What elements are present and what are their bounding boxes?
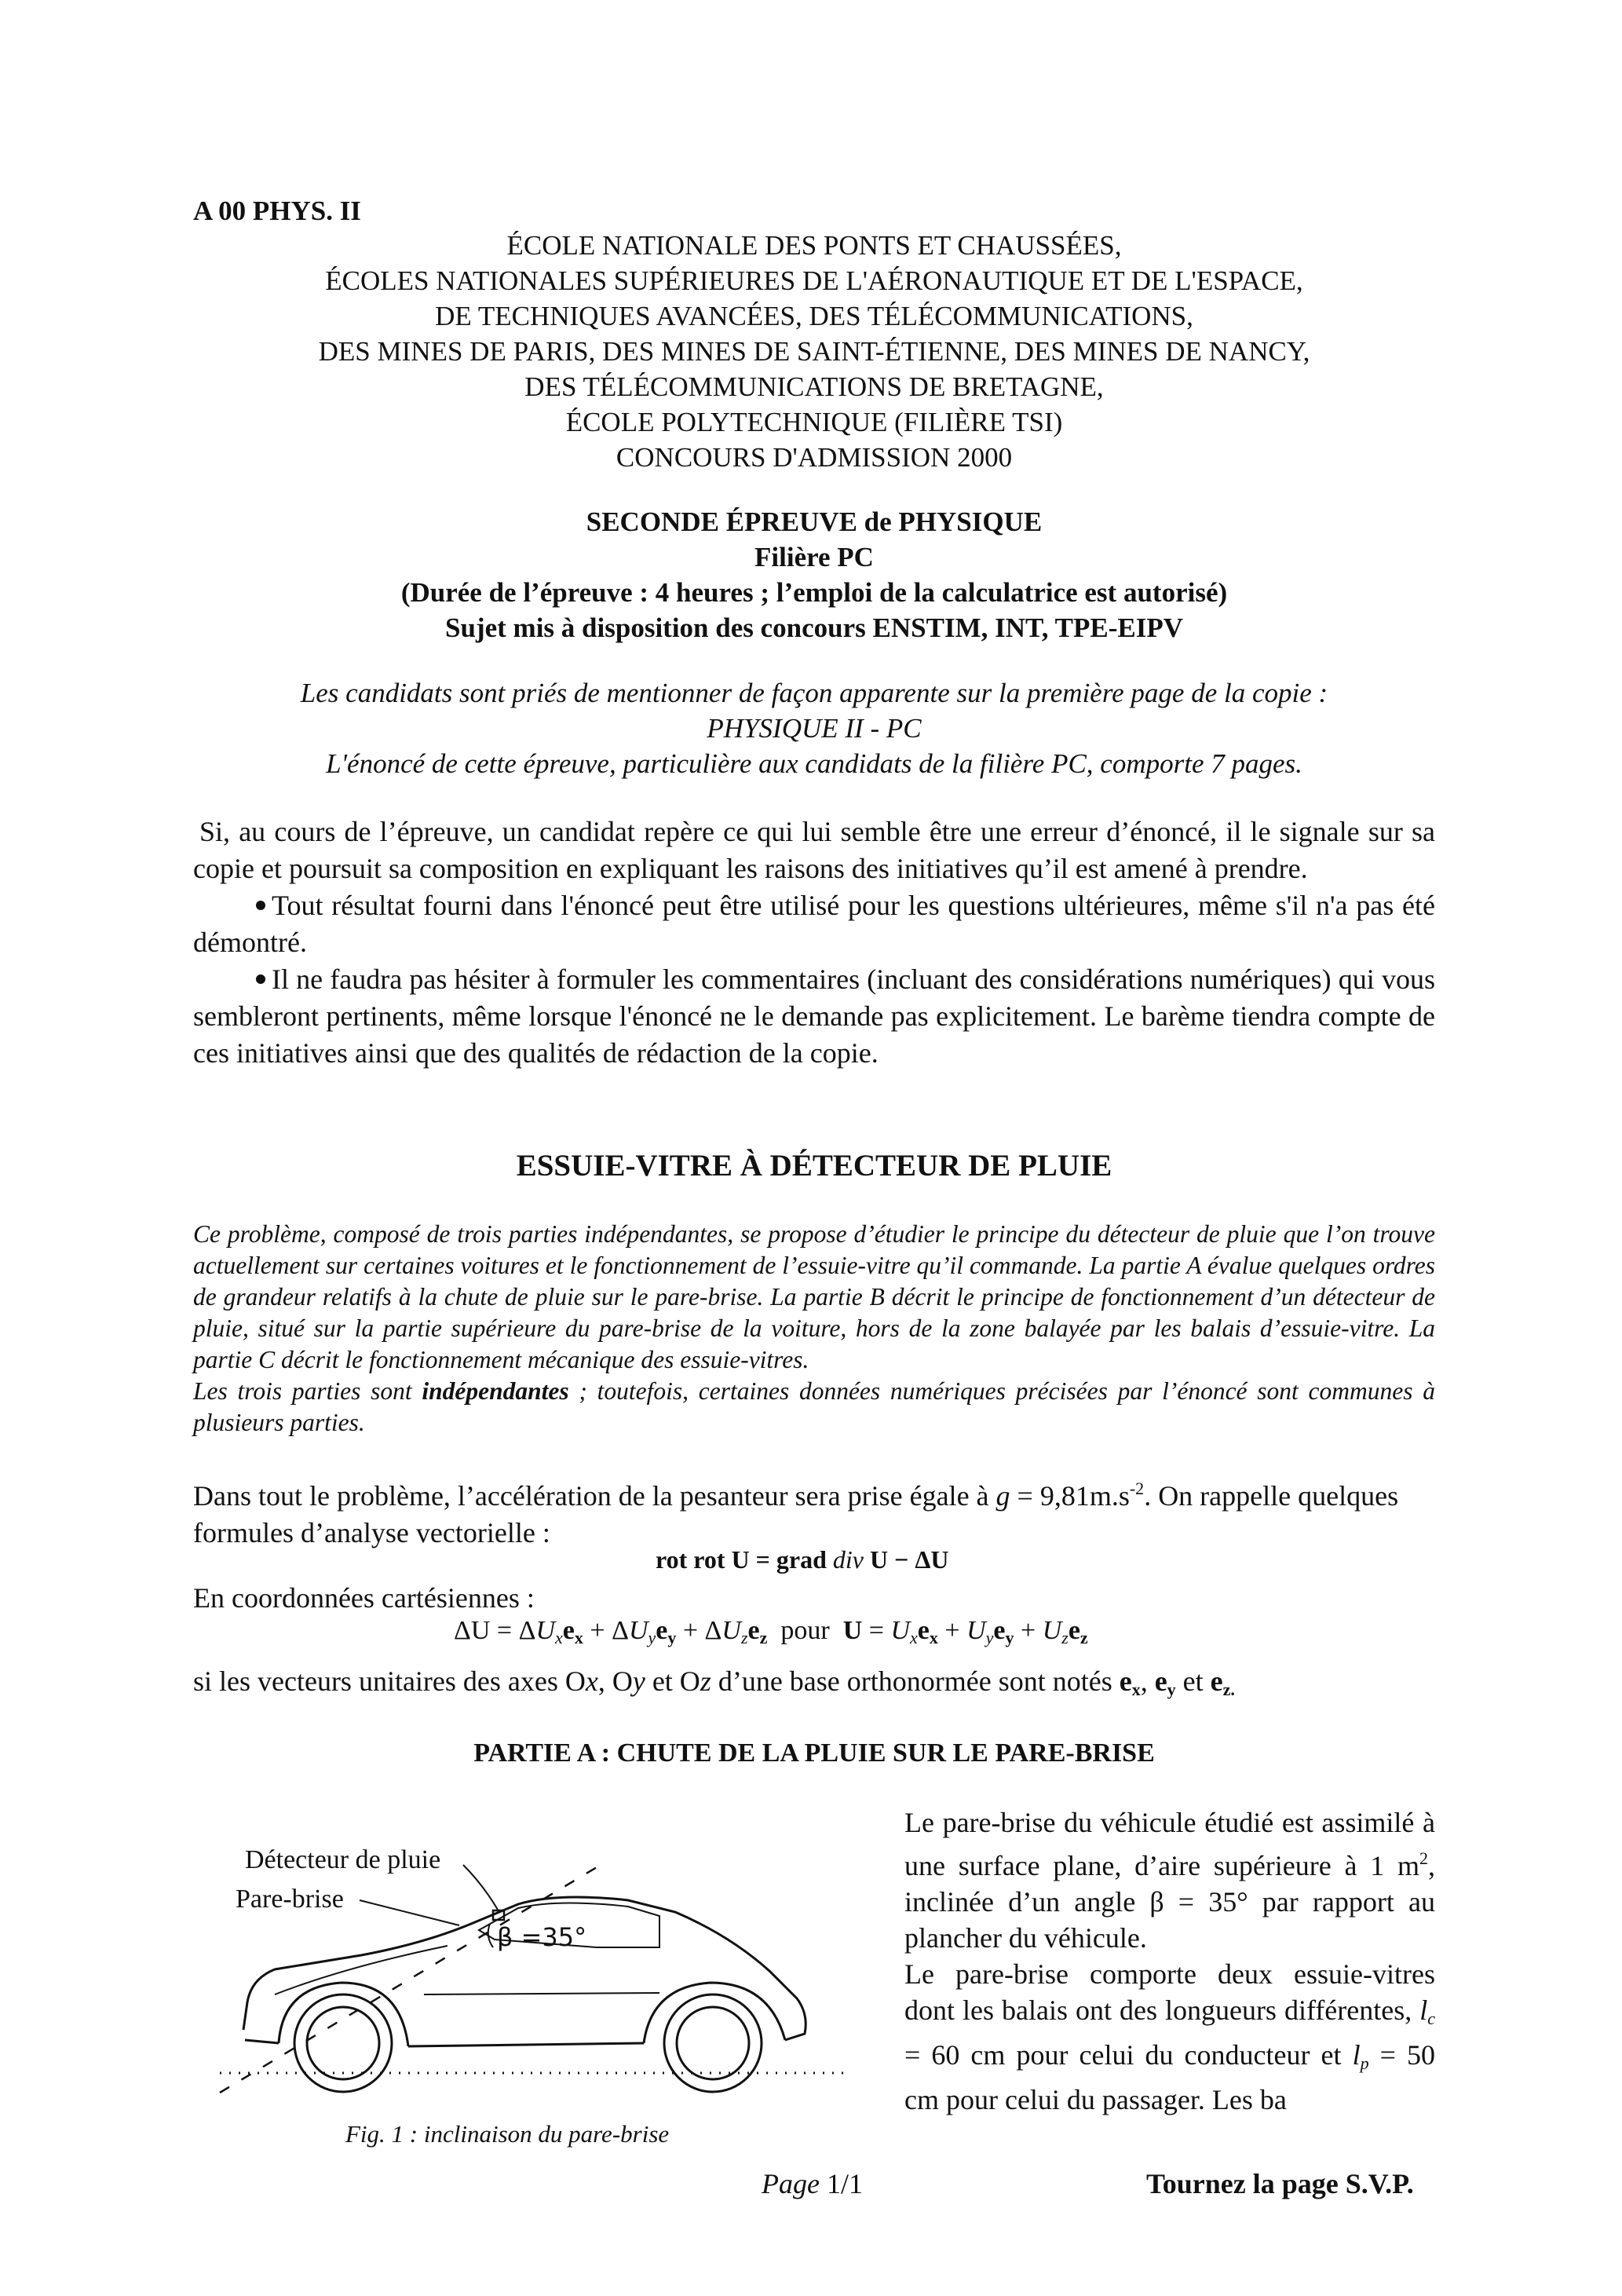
notice-line: PHYSIQUE II - PC [707,713,922,744]
part-a-paragraph [904,1804,1435,1956]
part-a-text [904,1804,1435,2118]
cartesian-label: En coordonnées cartésiennes : [193,1582,535,1614]
figure-caption: Fig. 1 : inclinaison du pare-brise [345,2120,670,2148]
part-a-span: , inclinée d’un angle β = 35° par rapport au plancher du véhicule. [904,1850,1435,1954]
units-text: et [1175,1665,1211,1697]
label-windshield: Pare-brise [236,1885,344,1914]
problem-intro [193,1219,1435,1439]
units-text: et O [645,1665,700,1697]
subscript: c [1427,2009,1435,2028]
hood-line [275,1946,448,1994]
label-angle: β =35° [497,1922,587,1952]
formula-part: div [832,1545,864,1574]
exam-reference: A 00 PHYS. II [193,196,361,226]
part-a-span: = 50 cm pour celui du passager. Les ba [904,2039,1436,2115]
gravity-symbol: g [995,1480,1010,1512]
unit-vector: e [1119,1665,1132,1697]
axis-symbol: z [700,1665,711,1697]
front-bumper [245,2040,279,2043]
car-body-outline [243,1897,806,2040]
windshield-leader [360,1900,459,1925]
school-line: CONCOURS D'ADMISSION 2000 [616,442,1013,473]
door-line [424,1993,659,1994]
subscript: p [1360,2053,1369,2073]
instruction-paragraph: Si, au cours de l’épreuve, un candidat repère ce qui lui semble être une erreur d’énoncé, il le signale sur sa copie et poursuit sa composition en expliquant les raisons des initiatives qu’il est amené à prendre. [193,816,1435,884]
intro-paragraph-2 [193,1376,1435,1439]
axis-symbol: y [632,1665,645,1697]
general-text: . On rappelle quelques formules d’analyse vectorielle : [193,1480,1399,1548]
formula-part: U − ΔU [864,1545,949,1574]
bullet-text: Tout résultat fourni dans l'énoncé peut être utilisé pour les questions ultérieures, même s'il n'a pas été démontré. [193,890,1435,958]
general-text: = 9,81m.s [1010,1480,1130,1512]
unit-vector: e [1154,1665,1167,1697]
exponent: 2 [1419,1848,1428,1868]
school-line: ÉCOLE NATIONALE DES PONTS ET CHAUSSÉES, [506,230,1122,261]
problem-title: ESSUIE-VITRE À DÉTECTEUR DE PLUIE [516,1149,1112,1183]
notice-line: L'énoncé de cette épreuve, particulière aux candidats de la filière PC, comporte 7 pages. [326,748,1302,779]
car-drawing [188,1837,864,2104]
page-number [762,2167,863,2200]
length-symbol: l [1419,1994,1428,2026]
instructions [193,813,1435,1072]
label-detector: Détecteur de pluie [245,1845,441,1874]
school-line: ÉCOLE POLYTECHNIQUE (FILIÈRE TSI) [565,407,1063,437]
page-count: 1/1 [826,2168,863,2199]
front-wheel [294,1994,392,2092]
part-a-paragraph [904,1956,1435,2118]
exam-provided-by: Sujet mis à disposition des concours ENSTIM, INT, TPE-EIPV [445,612,1183,643]
part-a-span: Le pare-brise du véhicule étudié est assimilé à une surface plane, d’aire supérieure à 1 m [904,1807,1435,1881]
bullet-icon [256,901,265,910]
part-a-title: PARTIE A : CHUTE DE LA PLUIE SUR LE PARE-BRISE [473,1738,1155,1768]
part-a-span: = 60 cm pour celui du conducteur et [904,2039,1353,2071]
instruction-bullet [193,887,1435,961]
units-text: , O [597,1665,633,1697]
car-figure [188,1837,864,2104]
car-sill [408,2043,644,2046]
exponent: -2 [1129,1479,1145,1498]
bullet-icon [256,974,265,984]
part-a-span: Le pare-brise comporte deux essuie-vitres dont les balais ont des longueurs différentes, [904,1958,1435,2026]
exam-duration: (Durée de l’épreuve : 4 heures ; l’emploi de la calculatrice est autorisé) [400,577,1228,608]
notice-line: Les candidats sont priés de mentionner de façon apparente sur la première page de la copie : [300,678,1328,708]
school-line: DES TÉLÉCOMMUNICATIONS DE BRETAGNE, [524,371,1104,402]
school-list [193,228,1435,475]
exam-title-block [193,504,1435,645]
rear-wheel [664,1994,762,2092]
page-word: Page [762,2168,820,2199]
intro-paragraph: Ce problème, composé de trois parties indépendantes, se propose d’étudier le principe du détecteur de pluie que l’on trouve actuellement sur certaines voitures et le fonctionnement de l’essuie-vitre qu’il commande. La partie A évalue quelques ordres de grandeur relatifs à la chute de pluie sur le pare-brise. La partie B décrit le principe de fonctionnement d’un détecteur de pluie, situé sur la partie supérieure du pare-brise de la voiture, hors de la zone balayée par les balais d’essuie-vitre. La partie C décrit le fonctionnement mécanique des essuie-vitres. [193,1220,1435,1373]
candidate-notice [193,675,1435,781]
school-line: DES MINES DE PARIS, DES MINES DE SAINT-ÉTIENNE, DES MINES DE NANCY, [318,336,1310,367]
school-line: ÉCOLES NATIONALES SUPÉRIEURES DE L'AÉRONAUTIQUE ET DE L'ESPACE, [325,265,1303,296]
exam-filiere: Filière PC [754,542,874,572]
school-line: DE TECHNIQUES AVANCÉES, DES TÉLÉCOMMUNICATIONS, [435,301,1193,331]
front-wheel-inner [307,2007,379,2079]
axis-symbol: x [585,1665,598,1697]
general-statement [193,1470,1435,1552]
intro-text: Les trois parties sont [193,1377,422,1405]
turn-page-note: Tournez la page S.V.P. [1146,2168,1414,2199]
formula-laplacian: $\Delta U = \Delta U_xe_x + \Delta U_ye_y + \Delta U_ze_z$ pour $U = U_xe_x + U_ye_y + U_ze_z$ [454,1616,1088,1647]
exam-title: SECONDE ÉPREUVE de PHYSIQUE [586,506,1043,537]
length-symbol: l [1352,2039,1361,2071]
angle-arc [488,1924,493,1947]
unit-vectors-sentence: si les vecteurs unitaires des axes Ox, Oy et Oz d’une base orthonormée sont notés $e_x$, $e_y$ et $e_{z.}$ [193,1665,1235,1699]
unit-vector: e [1210,1665,1223,1697]
general-text: Dans tout le problème, l’accélération de la pesanteur sera prise égale à [193,1480,996,1512]
front-wheel-arch [279,1983,408,2046]
detector-leader [463,1865,498,1910]
rear-wheel-inner [677,2007,749,2079]
bullet-text: Il ne faudra pas hésiter à formuler les commentaires (incluant des considérations numériques) qui vous sembleront pertinents, même lorsque l'énoncé ne le demande pas explicitement. Le barème tiendra compte de ces initiatives ainsi que des qualités de rédaction de la copie. [193,963,1435,1069]
formula-rot-rot [656,1545,949,1574]
units-text: d’une base orthonormée sont notés [711,1665,1120,1697]
intro-emphasis: indépendantes [422,1377,569,1405]
instruction-bullet [193,961,1435,1072]
formula-part: rot rot U = grad [656,1545,833,1574]
intro-text: ; toutefois, certaines données numériques précisées par l’énoncé sont communes à plusieurs parties. [193,1377,1436,1436]
units-text: si les vecteurs unitaires des axes O [193,1665,586,1697]
